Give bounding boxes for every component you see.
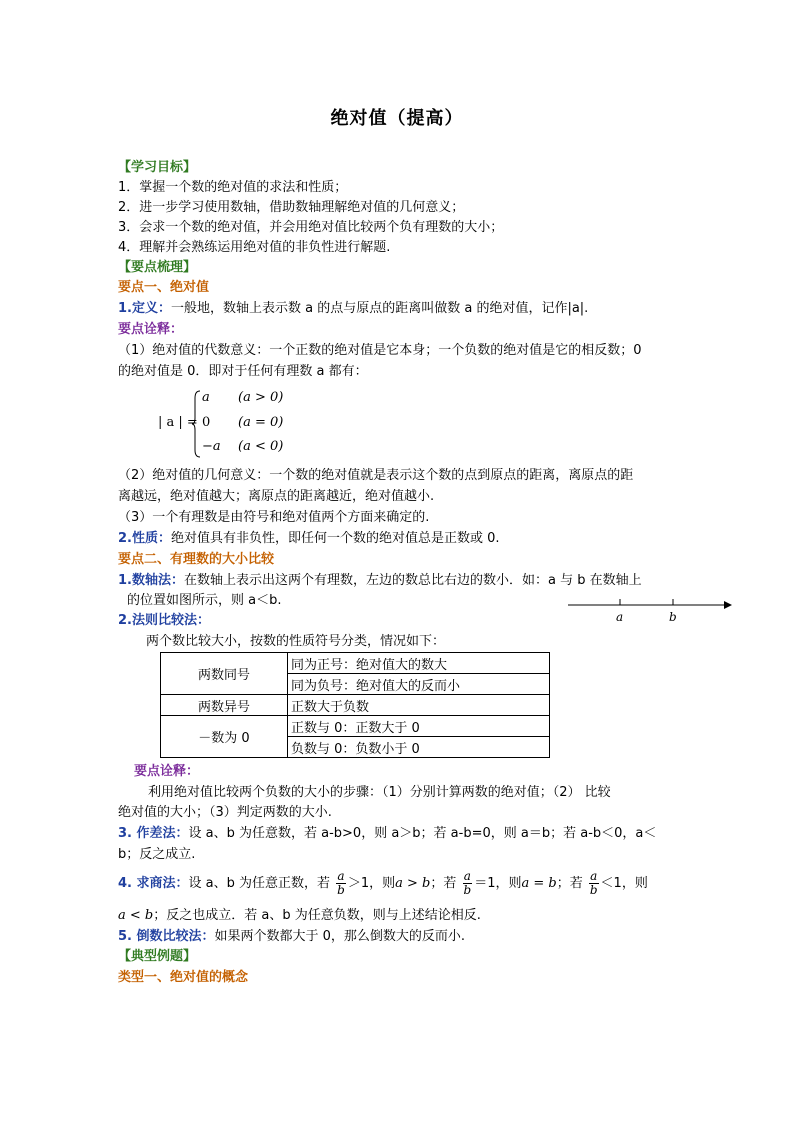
- geometric-meaning-line1: （2）绝对值的几何意义：一个数的绝对值就是表示这个数的点到原点的距离，离原点的距: [118, 468, 634, 483]
- piecewise-expr: 0: [202, 415, 211, 430]
- table-cell: 同为负号：绝对值大的反而小: [288, 674, 550, 695]
- number-line-method-label: 1.数轴法：: [118, 573, 184, 588]
- quotient-result: a > b: [395, 876, 431, 891]
- goal-item: 4．理解并会熟练运用绝对值的非负性进行解题.: [118, 240, 391, 255]
- difference-method-line2: b；反之成立.: [118, 847, 196, 862]
- difference-method-label: 3. 作差法：: [118, 826, 189, 841]
- piecewise-lhs: | a | =: [158, 415, 198, 430]
- quotient-method-line2: [118, 906, 481, 926]
- table-cell: 正数与 0：正数大于 0: [288, 716, 550, 737]
- annotation-label-2: 要点诠释：: [134, 764, 200, 779]
- annotation-label: 要点诠释：: [118, 322, 184, 337]
- number-line-figure: [566, 596, 736, 626]
- number-line-method-text: 在数轴上表示出这两个有理数，左边的数总比右边的数小．如：a 与 b 在数轴上: [183, 573, 642, 588]
- rule-method-label-text: 2.法则比较法：: [118, 613, 210, 628]
- example-type1-title: 类型一、绝对值的概念: [118, 970, 249, 985]
- fraction-a-over-b: [589, 870, 599, 897]
- quotient-text: ；反之也成立．若 a、b 为任意负数，则与上述结论相反.: [153, 908, 481, 923]
- piecewise-cond: (a = 0): [238, 415, 284, 430]
- annotation-text-line2: 绝对值的大小；（3）判定两数的大小.: [118, 805, 332, 820]
- quotient-text: ＝1，则: [474, 876, 522, 891]
- page-title: 绝对值（提高）: [330, 108, 464, 129]
- table-cell: 同为正号：绝对值大的数大: [288, 653, 550, 674]
- fraction-a-over-b: [463, 870, 473, 897]
- quotient-text: ＞1，则: [347, 876, 396, 891]
- quotient-result: a < b: [118, 908, 154, 923]
- difference-method-text: 设 a、b 为任意数，若 a-b>0，则 a＞b；若 a-b=0，则 a＝b；若 a-b＜0，a＜: [188, 826, 657, 841]
- table-row: [161, 653, 550, 674]
- table-row: [161, 716, 550, 737]
- quotient-text: ；若: [430, 876, 457, 891]
- brace-icon: [192, 390, 202, 458]
- point-b-label: b: [669, 610, 677, 624]
- rule-intro: 两个数比较大小，按数的性质符号分类，情况如下：: [146, 634, 446, 649]
- quotient-method-label: 4. 求商法：: [118, 876, 189, 891]
- table-cell: 正数大于负数: [288, 695, 550, 716]
- piecewise-expr: a: [202, 390, 210, 405]
- algebraic-meaning-line1: （1）绝对值的代数意义：一个正数的绝对值是它本身；一个负数的绝对值是它的相反数；0: [118, 343, 642, 358]
- algebraic-meaning-line2: 的绝对值是 0．即对于任何有理数 a 都有：: [118, 364, 368, 379]
- reciprocal-method-text: 如果两个数都大于 0，那么倒数大的反而小.: [214, 929, 466, 944]
- quotient-text: 设 a、b 为任意正数，若: [188, 876, 330, 891]
- item3-line: （3）一个有理数是由符号和绝对值两个方面来确定的.: [118, 510, 430, 525]
- goal-item: 1．掌握一个数的绝对值的求法和性质；: [118, 180, 348, 195]
- table-row: [161, 695, 550, 716]
- point2-title: 要点二、有理数的大小比较: [118, 552, 275, 567]
- table-cell: 两数同号: [161, 653, 288, 695]
- quotient-method-line1: [118, 868, 648, 900]
- fraction-numerator: a: [337, 869, 345, 883]
- definition-line: [118, 299, 588, 319]
- property-text: 绝对值具有非负性，即任何一个数的绝对值总是正数或 0.: [170, 531, 500, 546]
- point1-title: 要点一、绝对值: [118, 280, 210, 295]
- fraction-denominator: b: [589, 883, 598, 897]
- piecewise-cond: (a < 0): [238, 439, 284, 454]
- table-cell: 两数异号: [161, 695, 288, 716]
- fraction-denominator: b: [337, 883, 345, 897]
- property-label: 2.性质：: [118, 531, 171, 546]
- piecewise-formula: [158, 388, 298, 460]
- quotient-text: ＜1，则: [600, 876, 648, 891]
- examples-heading: 【典型例题】: [118, 949, 197, 964]
- difference-method-line1: [118, 824, 656, 844]
- fraction-numerator: a: [463, 869, 471, 883]
- goals-heading: 【学习目标】: [118, 160, 197, 175]
- piecewise-expr: −a: [202, 439, 221, 454]
- goal-item: 3．会求一个数的绝对值，并会用绝对值比较两个负有理数的大小；: [118, 220, 504, 235]
- reciprocal-method-label: 5. 倒数比较法：: [118, 929, 215, 944]
- comparison-table: [160, 652, 550, 758]
- definition-text: 一般地，数轴上表示数 a 的点与原点的距离叫做数 a 的绝对值，记作|a|.: [170, 301, 589, 316]
- point-a-label: a: [616, 610, 624, 624]
- number-line-method-line1: [118, 571, 642, 591]
- table-cell: －数为 0: [161, 716, 288, 758]
- fraction-a-over-b: [336, 870, 346, 897]
- rule-method-label: [118, 611, 210, 631]
- reciprocal-method-line: [118, 927, 465, 947]
- definition-label: 1.定义：: [118, 301, 171, 316]
- fraction-denominator: b: [463, 883, 472, 897]
- annotation-text-line1: 利用绝对值比较两个负数的大小的步骤：（1）分别计算两数的绝对值；（2） 比较: [148, 785, 611, 800]
- fraction-numerator: a: [590, 869, 598, 883]
- geometric-meaning-line2: 离越远，绝对值越大；离原点的距离越近，绝对值越小.: [118, 489, 435, 504]
- number-line-method-line2: 的位置如图所示，则 a＜b.: [127, 593, 282, 608]
- goal-item: 2．进一步学习使用数轴，借助数轴理解绝对值的几何意义；: [118, 200, 465, 215]
- points-heading: 【要点梳理】: [118, 260, 197, 275]
- piecewise-cond: (a > 0): [238, 390, 284, 405]
- quotient-result: a = b: [521, 876, 557, 891]
- table-cell: 负数与 0：负数小于 0: [288, 737, 550, 758]
- property-line: [118, 529, 500, 549]
- quotient-text: ；若: [556, 876, 583, 891]
